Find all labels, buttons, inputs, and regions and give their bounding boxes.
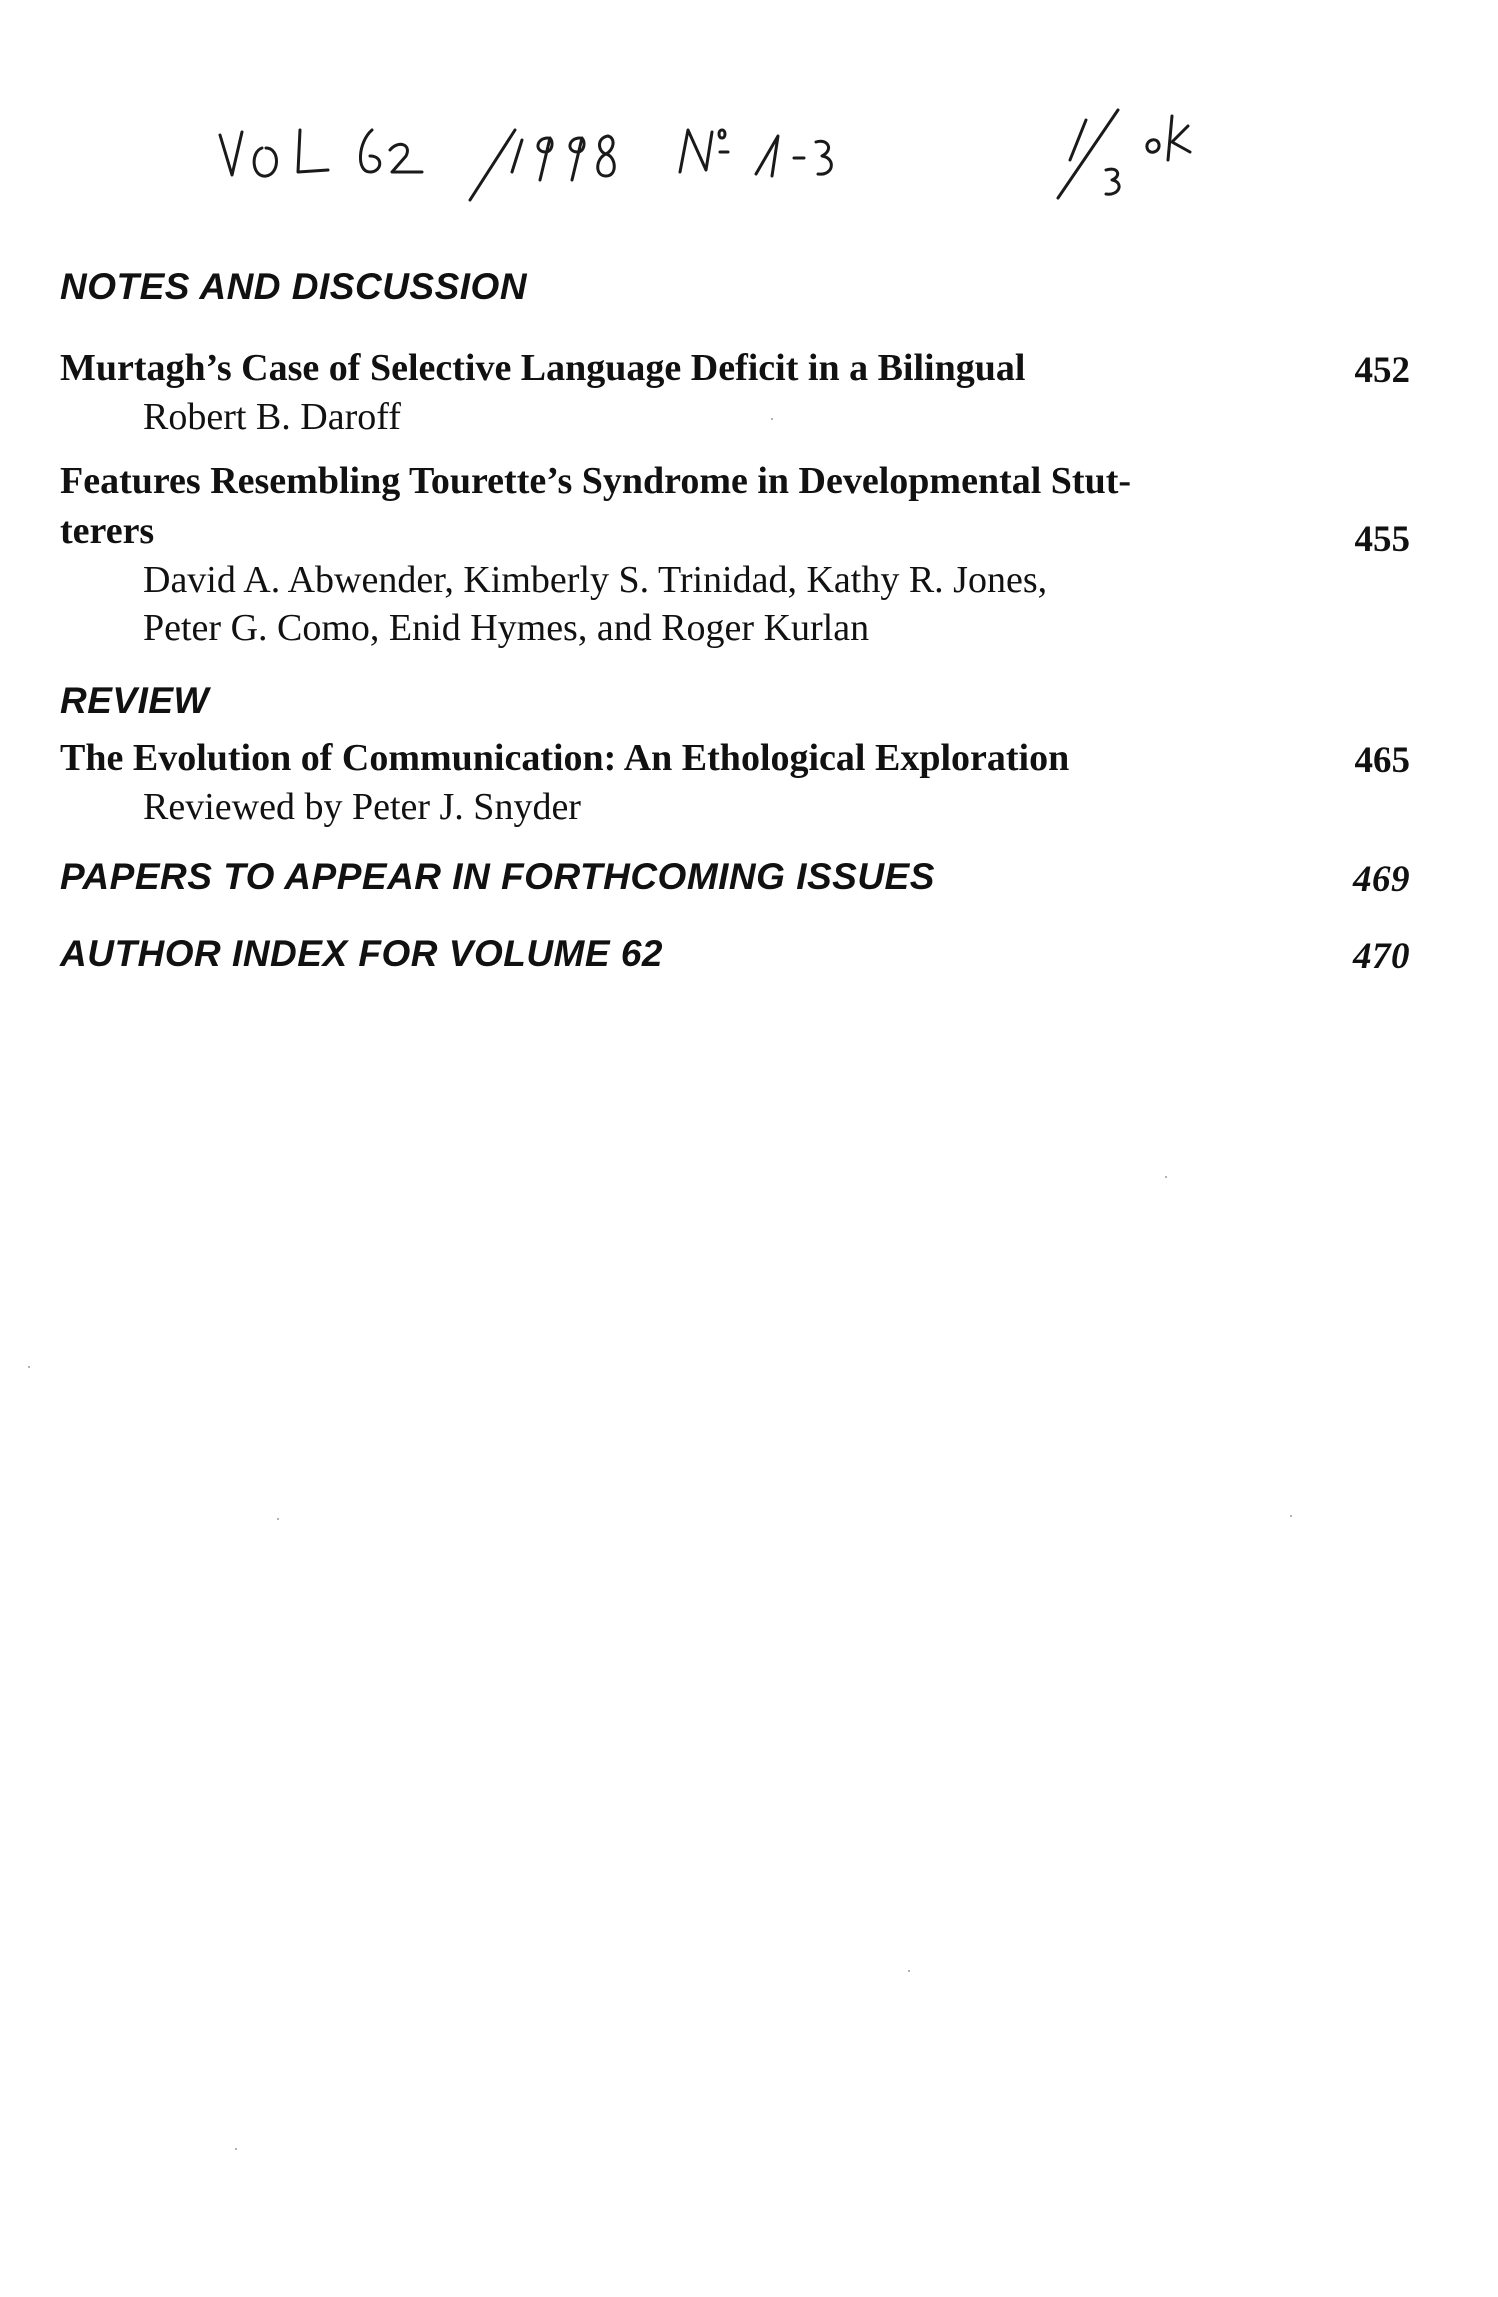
- toc-entry-tourette: [60, 456, 1410, 652]
- entry-authors-line-2: Peter G. Como, Enid Hymes, and Roger Kurlan: [143, 607, 870, 649]
- section-row-author-index: [60, 933, 1410, 975]
- page-number: 455: [1354, 519, 1410, 560]
- speck: [1290, 1515, 1292, 1517]
- entry-title: Murtagh’s Case of Selective Language Deficit in a Bilingual: [60, 347, 1026, 389]
- speck: [28, 1366, 30, 1368]
- speck: [235, 2148, 237, 2150]
- section-heading-review: REVIEW: [60, 680, 209, 721]
- toc-entry-murtagh: [60, 343, 1410, 441]
- section-heading-forthcoming: PAPERS TO APPEAR IN FORTHCOMING ISSUES: [60, 856, 935, 897]
- entry-authors-line-1: David A. Abwender, Kimberly S. Trinidad, Kathy R. Jones,: [143, 559, 1048, 601]
- toc-entry-evolution-of-communication: [60, 733, 1410, 831]
- handwritten-annotation: [200, 60, 1340, 260]
- section-heading-notes-discussion: NOTES AND DISCUSSION: [60, 266, 528, 307]
- page-number: 470: [1353, 936, 1410, 977]
- section-row-forthcoming: [60, 856, 1410, 898]
- page-number: 465: [1354, 740, 1410, 781]
- speck: [908, 1970, 910, 1972]
- handwriting-drawing: [200, 60, 1340, 260]
- entry-title-line-2: terers: [60, 510, 155, 552]
- entry-title-line-1: Features Resembling Tourette’s Syndrome in Developmental Stut-: [60, 460, 1132, 502]
- entry-title: The Evolution of Communication: An Ethological Exploration: [60, 737, 1070, 779]
- entry-authors: Robert B. Daroff: [143, 396, 401, 438]
- page-number: 452: [1354, 350, 1410, 391]
- page-number: 469: [1353, 859, 1410, 900]
- entry-authors: Reviewed by Peter J. Snyder: [143, 786, 581, 828]
- section-heading-author-index: AUTHOR INDEX FOR VOLUME 62: [60, 933, 663, 974]
- speck: [1165, 1176, 1167, 1178]
- speck: [277, 1518, 279, 1520]
- speck: [771, 418, 773, 420]
